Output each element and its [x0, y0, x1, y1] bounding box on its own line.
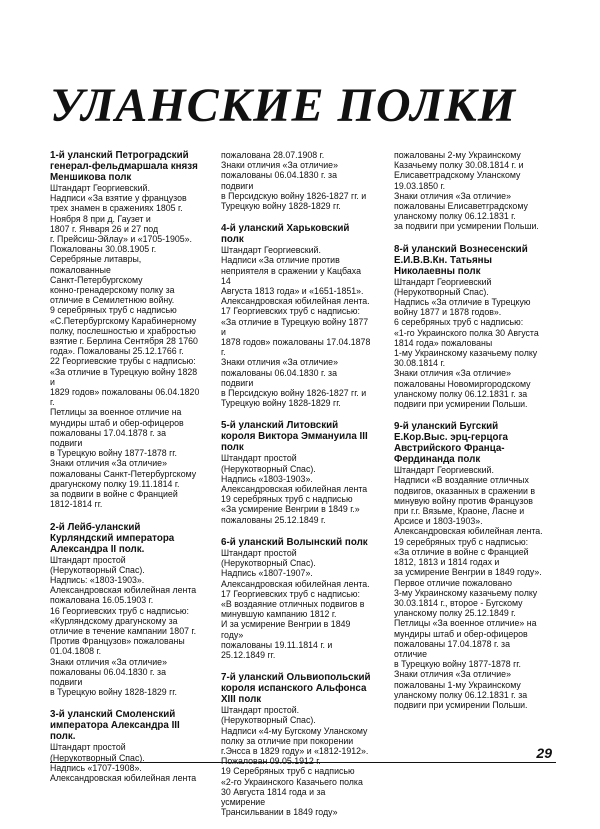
regiment-heading: 7-й уланский Ольвиопольский короля испанского Альфонса XIII полк — [221, 672, 371, 706]
regiment-text: Штандарт простой (Нерукотворный Спас). Надпись «1803-1903». Александровская юбилейная лента 19 серебряных труб с надписью «За усмирение Венгрии в 1849 г.» пожалованы 25.12.1849 г. — [221, 453, 368, 525]
regiment-text: Штандарт Георгиевский. Надписи «В воздаяние отличных подвигов, оказанных в сражении в минувую войну против Французов при г.г. Вязьме, Краоне, Ласне и Арсисе и 1803-1903». Александровская юбилейная лента. 19 серебряных труб с надписью: «За отличие в войне с Францией 1812, 1813 и 1814 годах и за усмирение Венгрии в 1849 году». Первое отличие пожаловано 3-му Украинскому казачьему полку 30.03.1814 г., второе - Бугскому уланскому полку 25.12.1849 г. Петлицы «За военное отличие» на мундиры штаб и обер-офицеров пожалованы 17.04.1878 г. за отличие в Турецкую войну 1877-1878 гг. Знаки отличия «За отличие» пожалованы 1-му Украинскому уланскому полку 06.12.1831 г. за подвиги при усмирении Польши. — [394, 465, 543, 710]
regiment-entry-continued — [221, 150, 371, 211]
regiment-entry — [221, 223, 371, 408]
text-column-2 — [221, 150, 371, 829]
regiment-text: Штандарт Георгиевский. Надписи «За взятие у французов трех знамен в сражениях 1805 г. Ноября 8 при д. Гаузет и 1807 г. Января 26 и 27 под г. Прейсиш-Эйлау» и «1705-1905». Пожалованы 30.08.1905 г. Серебряные литавры, пожалованные Санкт-Петербургскому конно-гренадерскому полку за отличие в Семилетнюю войну. 9 серебряных труб с надписью «С.Петербургскому Карабинерному полку, послешностью и храбростью взятие г. Берлина Сентября 28 1760 года». Пожалованы 25.12.1766 г. 22 Георгиевские трубы с надписью: «За отличие в Турецкую войну 1828 и 1829 годов» пожалованы 06.04.1820 г. Петлицы за военное отличие на мундиры штаб и обер-офицеров пожалованы 17.04.1878 г. за подвиги в Турецкую войну 1877-1878 гг. Знаки отличия «За отличие» пожалованы Санкт-Петербургскому драгунскому полку 19.11.1814 г. за подвиги в войне с Францией 1812-1814 гг. — [50, 183, 200, 510]
text-column-1 — [50, 150, 200, 795]
regiment-text: Штандарт простой (Нерукотворный Спас). Надпись: «1803-1903». Александровская юбилейная лента пожалована 16.05.1903 г. 16 Георгиевских труб с надписью: «Курляндскому драгунскому за отличие в течение кампании 1807 г. Против Французов» пожалованы 01.04.1808 г. Знаки отличия «За отличие» пожалованы 06.04.1830 г. за подвиги в Турецкую войну 1828-1829 гг. — [50, 554, 197, 698]
regiment-text: Штандарт простой (Нерукотворный Спас). Надпись «1707-1908». Александровская юбилейная лента — [50, 742, 197, 783]
regiment-heading: 8-й уланский Вознесенский Е.И.В.В.Кн. Татьяны Николаевны полк — [394, 243, 528, 277]
regiment-entry — [394, 421, 544, 710]
regiment-entry — [50, 150, 200, 510]
page-number: 29 — [536, 745, 552, 761]
regiment-heading: 2-й Лейб-уланский Курляндский императора Александра II полк. — [50, 521, 175, 555]
regiment-entry — [221, 420, 371, 524]
regiment-text: Штандарт Георгиевский (Нерукотворный Спас). Надпись «За отличие в Турецкую войну 1877 и 1878 годов». 6 серебряных труб с надписью: «1-го Украинского полка 30 Августа 1814 года» пожалованы 1-му Украинскому казачьему полку 30.08.1814 г. Знаки отличия «За отличие» пожалованы Новомиргородскому уланскому полку 06.12.1831 г. за подвиги при усмирении Польши. — [394, 276, 539, 410]
regiment-text: Штандарт простой. (Нерукотворный Спас). Надписи «4-му Бугскому Уланскому полку за отличие при покорении г.Энсса в 1829 году» и «1812-1912». Пожалован 09.05.1912 г. 19 Серебряных труб с надписью «2-го Украинского Казачьего полка 30 Августа 1814 года и за усмирение Трансильвании в 1849 году» — [221, 705, 369, 818]
page-title: УЛАНСКИЕ ПОЛКИ — [50, 79, 517, 132]
regiment-text: пожалованы 2-му Украинскому Казачьему полку 30.08.1814 г. и Елисаветградскому Уланскому 19.03.1850 г. Знаки отличия «За отличие» пожалованы Елисаветградскому уланскому полку 06.12.1831 г. за подвиги при усмирении Польши. — [394, 150, 539, 232]
footer-divider — [50, 762, 556, 763]
text-column-3 — [394, 150, 544, 722]
regiment-text: Штандарт Георгиевский. Надписи «За отличие против неприятеля в сражении у Кацбаха 14 Августа 1813 года» и «1651-1851». Александровская юбилейная лента. 17 Георгиевских труб с надписью: «За отличие в Турецкую войну 1877 и 1878 годов» пожалованы 17.04.1878 г. Знаки отличия «За отличие» пожалованы 06.04.1830 г. за подвиги в Персидскую войну 1826-1827 гг. и Турецкую войну 1828-1829 гг. — [221, 245, 371, 409]
regiment-text: Штандарт простой (Нерукотворный Спас). Надпись «1807-1907». Александровская юбилейная лента. 17 Георгиевских труб с надписью: «В воздаяние отличных подвигов в минувшую кампанию 1812 г. И за усмирение Венгрии в 1849 году» пожалованы 19.11.1814 г. и 25.12.1849 гг. — [221, 547, 370, 660]
regiment-heading: 3-й уланский Смоленский императора Александра III полк. — [50, 709, 180, 743]
regiment-entry — [221, 537, 371, 660]
regiment-entry — [394, 244, 544, 410]
regiment-entry — [50, 709, 200, 783]
regiment-entry-continued — [394, 150, 544, 232]
regiment-heading: 4-й уланский Харьковский полк — [221, 223, 350, 246]
regiment-heading: 9-й уланский Бугский Е.Кор.Выс. эрц-герцога Австрийского Франца-Фердинанда полк — [394, 421, 508, 466]
regiment-heading: 5-й уланский Литовский короля Виктора Эммануила III полк — [221, 420, 368, 454]
regiment-entry — [50, 522, 200, 698]
regiment-heading: 1-й уланский Петроградский генерал-фельдмаршала князя Меншикова полк — [50, 150, 198, 183]
regiment-text: пожалована 28.07.1908 г. Знаки отличия «За отличие» пожалованы 06.04.1830 г. за подвиги в Персидскую войну 1826-1827 гг. и Турецкую войну 1828-1829 гг. — [221, 150, 367, 212]
regiment-heading: 6-й уланский Волынский полк — [221, 536, 368, 548]
regiment-entry — [221, 672, 371, 817]
